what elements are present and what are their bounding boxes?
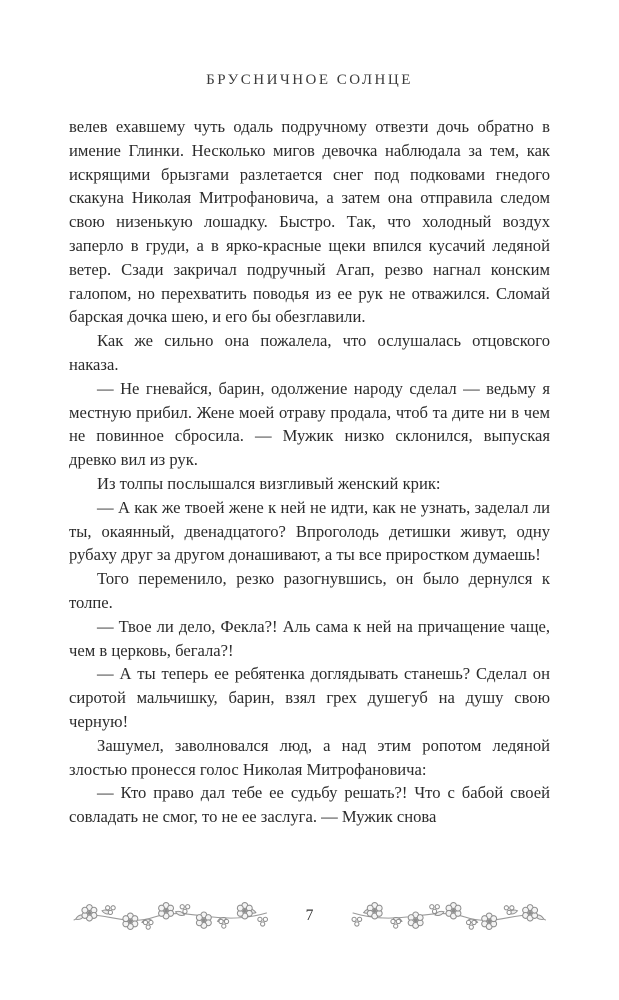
paragraph: Из толпы послышался визгливый женский крик: <box>97 473 441 493</box>
floral-garland-icon-left <box>69 895 272 937</box>
paragraph: Зашумел, заволновался люд, а над этим ропотом ледяной злостью пронесся голос Николая Митрофановича: <box>69 735 550 779</box>
body-text <box>69 115 550 829</box>
paragraph: — Кто право дал тебе ее судьбу решать?! Что с бабой своей совладать не смог, то не ее заслуга. — Мужик снова <box>69 783 550 827</box>
running-title: БРУСНИЧНОЕ СОЛНЦЕ <box>206 72 413 88</box>
paragraph: велев ехавшему чуть одаль подручному отвезти дочь обратно в имение Глинки. Несколько мигов девочка наблюдала за тем, как искрящими брызгами разлетается снег под подковами гнедого скакуна Николая Митрофановича, а затем она отправила следом свою низенькую лошадку. Быстро. Так, что холодный воздух заперло в груди, а в ярко-красные щеки впился кусачий ледяной ветер. Сзади закричал подручный Агап, резво нагнал конским галопом, но перехватить поводья из ее рук не отважился. Сломай барская дочка шею, и его бы обезглавили. <box>69 117 550 327</box>
paragraph: — Не гневайся, барин, одолжение народу сделал — ведьму я местную прибил. Жене моей отраву продала, чтоб та дите ни в чем не повинное сбросила. — Мужик низко склонился, выпуская древко вил из рук. <box>69 378 550 470</box>
floral-garland-icon-right <box>348 895 551 937</box>
paragraph: — А ты теперь ее ребятенка доглядывать станешь? Сделал он сиротой мальчишку, барин, взял грех душегуб на душу свою черную! <box>69 664 550 731</box>
page-footer <box>0 893 619 939</box>
paragraph: Как же сильно она пожалела, что ослушалась отцовского наказа. <box>69 331 550 374</box>
page-number: 7 <box>305 907 314 924</box>
paragraph: — Твое ли дело, Фекла?! Аль сама к ней на причащение чаще, чем в церковь, бегала?! <box>69 616 550 660</box>
paragraph: — А как же твоей жене к ней не идти, как не узнать, заделал ли ты, окаянный, двенадцатого? Впроголодь детишки живут, одну рубаху друг за другом донашивают, а ты все приростком думаешь! <box>69 497 550 565</box>
paragraph: Того переменило, резко разогнувшись, он было дернулся к толпе. <box>69 569 550 612</box>
